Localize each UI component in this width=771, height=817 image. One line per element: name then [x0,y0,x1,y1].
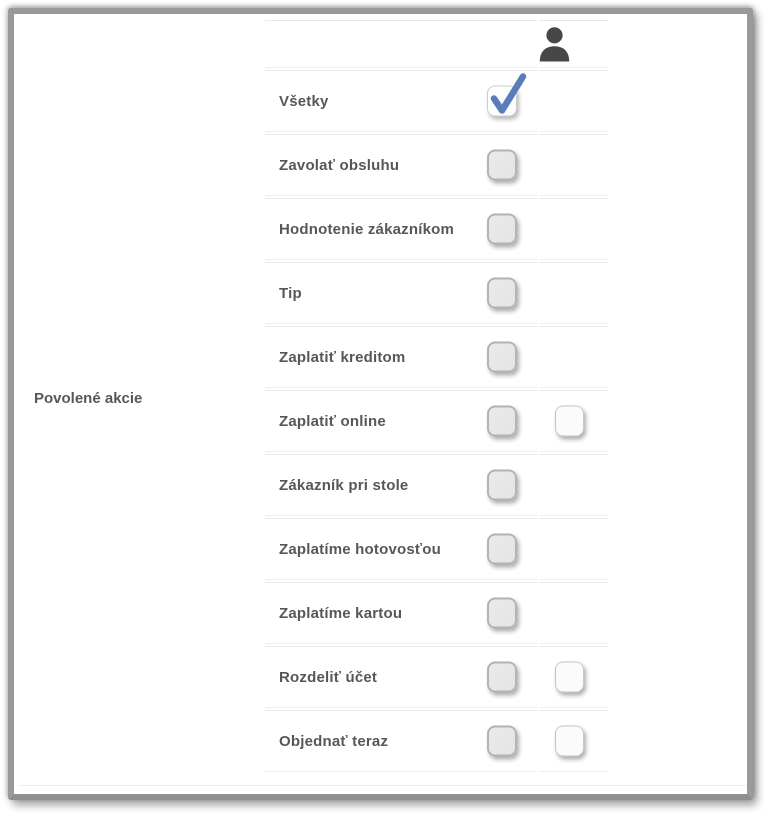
customer-cell [540,70,608,132]
table-row [265,70,608,132]
customer-cell [540,710,608,772]
table-row [265,646,608,708]
action-label: Zákazník pri stole [279,476,409,494]
section-label-povolene-akcie: Povolené akcie [34,390,143,407]
header-cell-empty [265,20,537,68]
customer-cell [540,646,608,708]
table-row [265,710,608,772]
checkbox-zaplatime-hotovostou-col1[interactable] [487,534,517,565]
checkbox-zaplatit-kreditom-col1[interactable] [487,342,517,373]
customer-cell [540,582,608,644]
customer-cell [540,390,608,452]
table-rows-container [265,70,608,772]
customer-cell [540,326,608,388]
checkbox-hodnotenie-zakaznikom-col1[interactable] [487,214,517,245]
checkbox-rozdelit-ucet-col2[interactable] [555,662,584,693]
checkbox-objednat-teraz-col2[interactable] [555,726,584,757]
action-cell [265,710,537,772]
checkmark-icon [488,74,528,118]
action-cell [265,390,537,452]
customer-cell [540,134,608,196]
action-cell [265,646,537,708]
bottom-divider [19,785,747,786]
customer-cell [540,198,608,260]
customer-cell [540,454,608,516]
table-header-row [265,20,608,68]
table-row [265,134,608,196]
action-cell [265,518,537,580]
checkbox-rozdelit-ucet-col1[interactable] [487,662,517,693]
action-label: Tip [279,284,302,302]
customer-cell [540,262,608,324]
table-row [265,390,608,452]
table-row [265,198,608,260]
person-icon [538,27,571,62]
action-label: Hodnotenie zákazníkom [279,220,455,238]
settings-window [8,8,753,800]
action-label: Rozdeliť účet [279,668,378,686]
action-cell [265,198,537,260]
action-cell [265,326,537,388]
checkbox-objednat-teraz-col1[interactable] [487,726,517,757]
table-row [265,326,608,388]
checkbox-zaplatime-kartou-col1[interactable] [487,598,517,629]
checkbox-zaplatit-online-col2[interactable] [555,406,584,437]
checkbox-zaplatit-online-col1[interactable] [487,406,517,437]
action-label: Zaplatíme hotovosťou [279,540,442,558]
action-label: Zaplatíme kartou [279,604,403,622]
table-row [265,262,608,324]
action-label: Zavolať obsluhu [279,156,400,174]
action-label: Objednať teraz [279,732,389,750]
action-cell [265,262,537,324]
action-label: Zaplatiť kreditom [279,348,406,366]
action-cell [265,70,537,132]
table-row [265,582,608,644]
action-label: Zaplatiť online [279,412,386,430]
customer-cell [540,518,608,580]
action-cell [265,582,537,644]
action-cell [265,454,537,516]
action-cell [265,134,537,196]
checkbox-zavolat-obsluhu-col1[interactable] [487,150,517,181]
checkbox-zakaznik-pri-stole-col1[interactable] [487,470,517,501]
allowed-actions-table [265,20,608,774]
checkbox-tip-col1[interactable] [487,278,517,309]
checkbox-vsetky-col1[interactable] [487,86,517,117]
table-row [265,454,608,516]
header-cell-customer [540,20,608,68]
table-row [265,518,608,580]
action-label: Všetky [279,92,329,110]
